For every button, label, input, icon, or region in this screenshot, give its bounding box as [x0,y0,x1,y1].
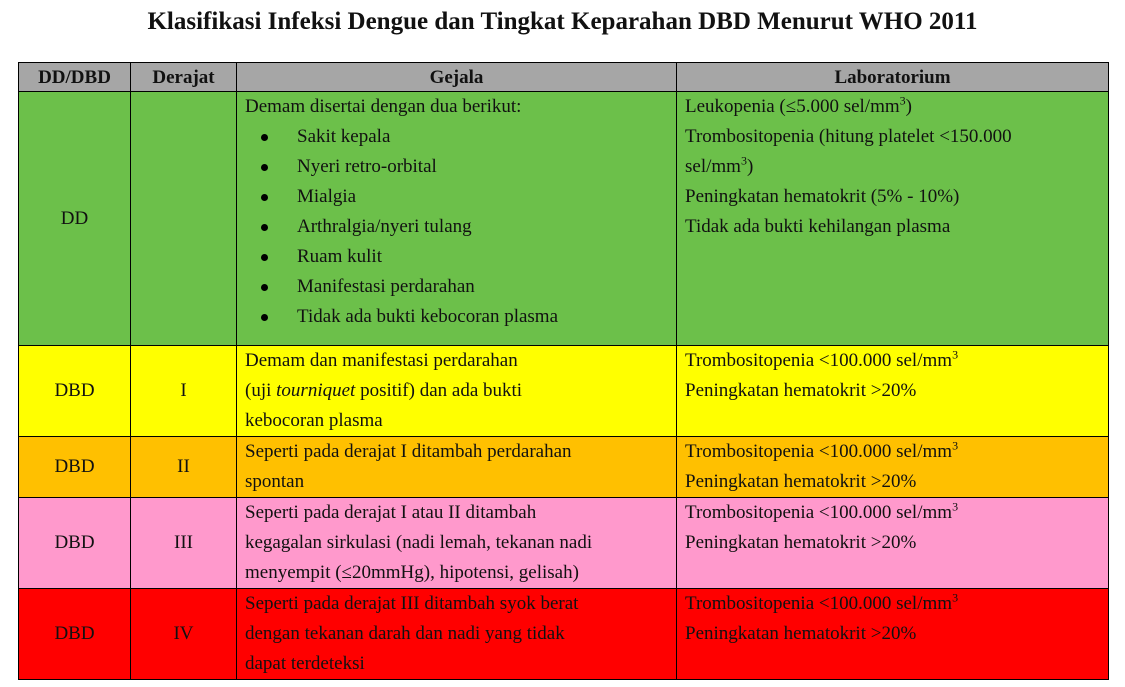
cell-symptoms [237,589,677,680]
lab-text: Trombositopenia <100.000 sel/mm [685,441,953,462]
symptoms-text: positif) dan ada bukti [355,380,523,401]
lab-trombositopenia [685,437,1100,467]
symptoms-line: Seperti pada derajat I atau II ditambah [245,502,537,523]
header-symptoms: Gejala [237,63,677,92]
list-item: Tidak ada bukti kebocoran plasma [297,302,668,332]
cell-type: DD [19,92,131,346]
lab-trombositopenia [685,498,1100,528]
symptoms-line: dengan tekanan darah dan nadi yang tidak [245,623,565,644]
row-dbd-2 [19,437,1109,498]
list-item: Nyeri retro-orbital [297,152,668,182]
lab-plasma: Tidak ada bukti kehilangan plasma [685,216,951,237]
list-item: Sakit kepala [297,122,668,152]
lab-text: Leukopenia (≤5.000 sel/mm [685,96,900,117]
header-type: DD/DBD [19,63,131,92]
cell-grade: II [131,437,237,498]
cell-symptoms [237,346,677,437]
list-item: Mialgia [297,182,668,212]
symptoms-line: kegagalan sirkulasi (nadi lemah, tekanan nadi [245,532,593,553]
symptoms-text: (uji [245,380,277,401]
table-header-row [19,63,1109,92]
cell-lab [677,589,1109,680]
row-dbd-3 [19,498,1109,589]
header-grade: Derajat [131,63,237,92]
cell-type: DBD [19,498,131,589]
symptoms-emphasis: tourniquet [276,380,356,401]
superscript: 3 [952,499,959,514]
cell-grade [131,92,237,346]
cell-type: DBD [19,437,131,498]
list-item: Ruam kulit [297,242,668,272]
lab-trombositopenia-unit [685,152,1100,182]
lab-text: ) [905,96,912,117]
superscript: 3 [952,590,959,605]
cell-grade: III [131,498,237,589]
superscript: 3 [952,438,959,453]
superscript: 3 [740,153,747,168]
page-title: Klasifikasi Infeksi Dengue dan Tingkat Keparahan DBD Menurut WHO 2011 [147,8,978,35]
row-dbd-1 [19,346,1109,437]
symptoms-line: Seperti pada derajat I ditambah perdarahan [245,441,572,462]
header-lab: Laboratorium [677,63,1109,92]
lab-text: Trombositopenia <100.000 sel/mm [685,350,953,371]
cell-type: DBD [19,589,131,680]
symptoms-line: menyempit (≤20mmHg), hipotensi, gelisah) [245,562,579,583]
symptoms-line: spontan [245,471,305,492]
symptoms-line: kebocoran plasma [245,410,383,431]
symptoms-list [245,122,668,332]
lab-leukopenia [685,92,1100,122]
lab-hematokrit: Peningkatan hematokrit >20% [685,471,917,492]
cell-grade: IV [131,589,237,680]
cell-lab [677,346,1109,437]
symptoms-intro: Demam disertai dengan dua berikut: [245,96,522,117]
symptoms-line: dapat terdeteksi [245,653,365,674]
lab-hematokrit: Peningkatan hematokrit >20% [685,532,917,553]
cell-grade: I [131,346,237,437]
cell-symptoms [237,437,677,498]
symptoms-line: Demam dan manifestasi perdarahan [245,350,518,371]
superscript: 3 [899,93,906,108]
lab-text: Trombositopenia <100.000 sel/mm [685,593,953,614]
cell-lab [677,498,1109,589]
row-dbd-4 [19,589,1109,680]
cell-symptoms [237,92,677,346]
lab-hematokrit: Peningkatan hematokrit >20% [685,623,917,644]
cell-type: DBD [19,346,131,437]
lab-text: ) [746,156,754,177]
row-dd [19,92,1109,346]
lab-hematokrit: Peningkatan hematokrit >20% [685,380,917,401]
superscript: 3 [952,347,959,362]
symptoms-line: Seperti pada derajat III ditambah syok berat [245,593,579,614]
lab-trombositopenia [685,346,1100,376]
lab-text: sel/mm [685,156,741,177]
lab-trombositopenia [685,589,1100,619]
dengue-classification-table [18,62,1109,680]
lab-hematokrit: Peningkatan hematokrit (5% - 10%) [685,186,960,207]
cell-symptoms [237,498,677,589]
lab-text: Trombositopenia <100.000 sel/mm [685,502,953,523]
list-item: Manifestasi perdarahan [297,272,668,302]
cell-lab [677,92,1109,346]
cell-lab [677,437,1109,498]
list-item: Arthralgia/nyeri tulang [297,212,668,242]
lab-trombositopenia: Trombositopenia (hitung platelet <150.000 [685,126,1012,147]
symptoms-line [245,376,668,406]
